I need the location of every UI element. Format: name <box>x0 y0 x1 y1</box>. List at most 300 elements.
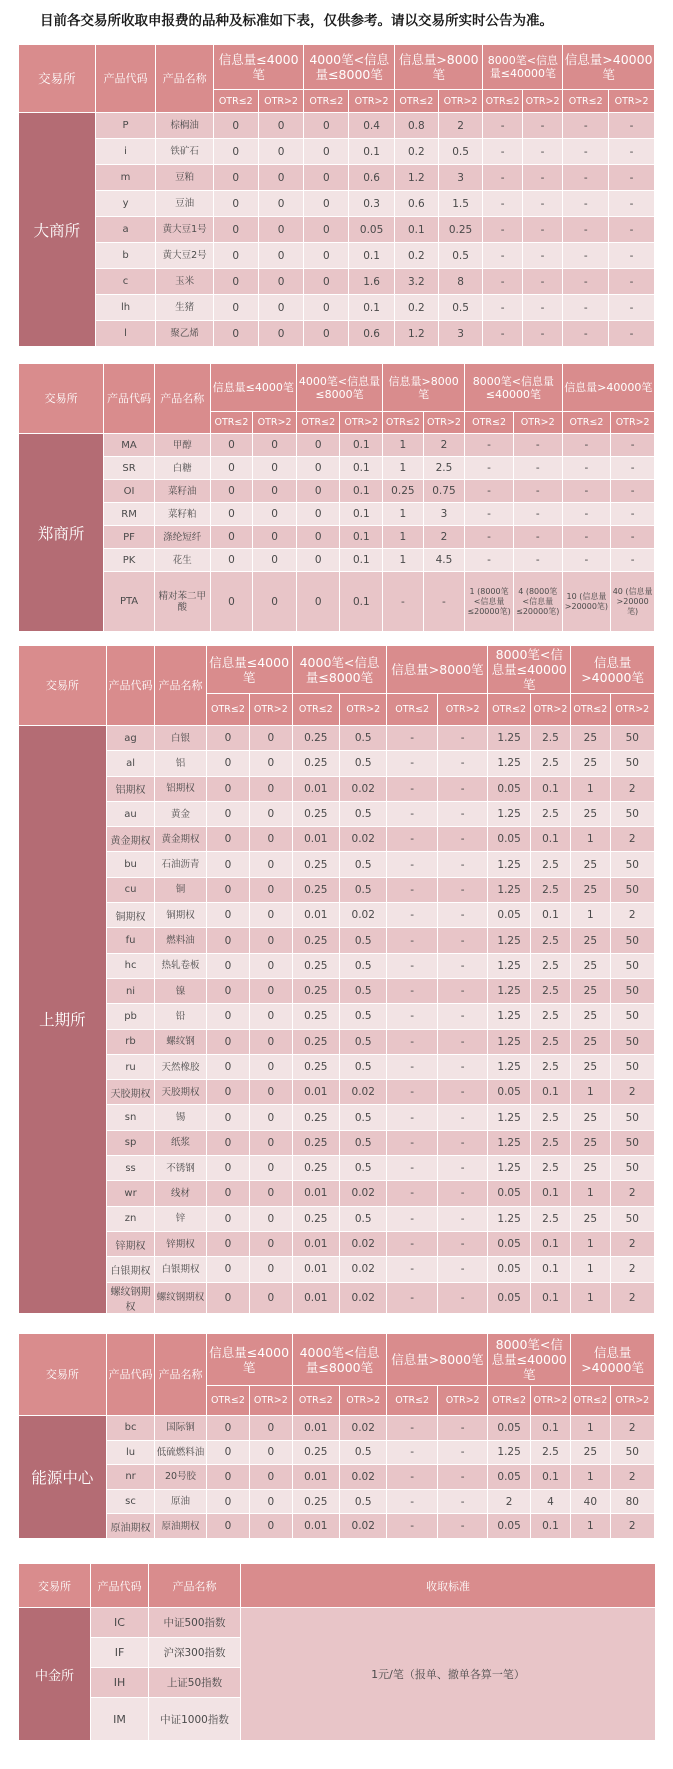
tier-header: 信息量>8000笔 <box>387 1334 488 1386</box>
fee-value: 0 <box>304 139 349 165</box>
table-row <box>19 572 655 632</box>
tier-header: 信息量>8000笔 <box>387 646 488 694</box>
tier-header: 信息量≤4000笔 <box>210 364 296 412</box>
fee-value: 1 <box>571 776 610 801</box>
product-name: 不锈钢 <box>155 1156 206 1181</box>
shanghai-table <box>18 645 655 1314</box>
fee-value: 0.05 <box>488 1514 530 1539</box>
fee-value: 0 <box>304 113 349 139</box>
fee-value: - <box>483 165 522 191</box>
fee-value: 0.3 <box>349 191 395 217</box>
fee-value: 0.05 <box>488 776 530 801</box>
fee-value: - <box>437 1257 487 1282</box>
fee-value: 1 <box>571 1416 610 1441</box>
fee-value: 0.05 <box>488 1282 530 1313</box>
tier-header: 8000笔<信息量≤40000笔 <box>488 646 571 694</box>
fee-value: 0 <box>206 1029 249 1054</box>
exchange-name: 中金所 <box>19 1608 91 1741</box>
product-code: bc <box>106 1416 154 1441</box>
fee-value: 0.25 <box>292 1130 339 1155</box>
fee-value: 0 <box>206 1080 249 1105</box>
fee-value: 0 <box>250 1105 292 1130</box>
fee-value: 0 <box>253 457 297 480</box>
fee-value: 1 <box>571 827 610 852</box>
fee-value: - <box>437 1080 487 1105</box>
fee-value: 1.25 <box>488 1105 530 1130</box>
fee-value: 1.25 <box>488 801 530 826</box>
product-name: 黄大豆1号 <box>156 217 214 243</box>
product-code: IH <box>91 1668 149 1698</box>
fee-value: 0.25 <box>292 1206 339 1231</box>
fee-value: 2 <box>610 1257 654 1282</box>
product-code: lh <box>95 295 156 321</box>
fee-value: 0 <box>206 1514 249 1539</box>
fee-value: - <box>387 1105 437 1130</box>
fee-value: 2.5 <box>530 1004 570 1029</box>
fee-value: 0 <box>206 953 249 978</box>
fee-value: - <box>437 1105 487 1130</box>
table-row <box>19 1231 655 1256</box>
fee-value: 0.1 <box>395 217 439 243</box>
otr-gt2-header: OTR>2 <box>423 412 465 434</box>
fee-value: 2 <box>610 1514 654 1539</box>
fee-value: 0 <box>206 1231 249 1256</box>
fee-value: 1.2 <box>395 321 439 347</box>
fee-value: 0 <box>206 726 249 751</box>
fee-value: - <box>387 1130 437 1155</box>
fee-value: 0.5 <box>339 1004 386 1029</box>
product-code: MA <box>104 434 155 457</box>
fee-value: - <box>437 1465 487 1490</box>
otr-le2-header: OTR≤2 <box>563 90 609 113</box>
fee-value: - <box>387 953 437 978</box>
fee-value: 0 <box>296 480 340 503</box>
product-code: hc <box>106 953 154 978</box>
tier-header: 信息量≤4000笔 <box>213 45 304 90</box>
product-code: RM <box>104 503 155 526</box>
fee-value: 0.05 <box>488 1416 530 1441</box>
fee-value: 3 <box>423 503 465 526</box>
fee-value: 0 <box>250 1130 292 1155</box>
fee-value: 0 <box>206 776 249 801</box>
fee-value: - <box>609 165 655 191</box>
fee-value: 0.25 <box>292 801 339 826</box>
fee-value: 0 <box>250 827 292 852</box>
fee-value: 0 <box>206 1206 249 1231</box>
fee-value: 25 <box>571 1004 610 1029</box>
fee-value: 1.6 <box>349 269 395 295</box>
fee-value: 0 <box>296 503 340 526</box>
fee-value: 0.05 <box>488 903 530 928</box>
code-header: 产品代码 <box>106 1334 154 1416</box>
product-name: 锡 <box>155 1105 206 1130</box>
fee-value: 0.1 <box>530 1465 570 1490</box>
product-name: 中证1000指数 <box>149 1698 241 1741</box>
fee-value: 0.5 <box>339 1489 386 1514</box>
product-name: 螺纹钢 <box>155 1029 206 1054</box>
fee-value: 0.5 <box>339 953 386 978</box>
fee-value: 4 <box>530 1489 570 1514</box>
fee-value: - <box>513 549 562 572</box>
tier-header: 4000笔<信息量≤8000笔 <box>292 646 387 694</box>
fee-value: 2.5 <box>530 1029 570 1054</box>
table-row <box>19 978 655 1003</box>
product-name: 白糖 <box>154 457 210 480</box>
fee-value: 40 <box>571 1489 610 1514</box>
table-row <box>19 480 655 503</box>
fee-value: 0.5 <box>339 1054 386 1079</box>
fee-value: 0 <box>250 852 292 877</box>
table-row <box>19 1416 655 1441</box>
fee-value: 0 <box>258 295 304 321</box>
cffex-table <box>18 1563 656 1741</box>
fee-value: - <box>387 1416 437 1441</box>
fee-value: 0.1 <box>530 1282 570 1313</box>
fee-value: - <box>522 113 562 139</box>
fee-value: 0 <box>250 801 292 826</box>
fee-value: 0.02 <box>339 1257 386 1282</box>
fee-value: - <box>609 191 655 217</box>
fee-value: 1.25 <box>488 1130 530 1155</box>
product-code: bu <box>106 852 154 877</box>
otr-gt2-header: OTR>2 <box>340 412 383 434</box>
product-name: 豆粕 <box>156 165 214 191</box>
fee-value: 2 <box>438 113 483 139</box>
fee-value: - <box>611 549 655 572</box>
fee-value: 0.01 <box>292 1181 339 1206</box>
fee-value: - <box>437 1416 487 1441</box>
fee-value: - <box>465 434 514 457</box>
fee-value: 1 <box>571 903 610 928</box>
fee-value: 1 <box>383 549 424 572</box>
fee-value: 0 <box>206 801 249 826</box>
fee-value: - <box>387 1029 437 1054</box>
fee-value: 1 <box>383 503 424 526</box>
fee-value: 0.5 <box>339 1156 386 1181</box>
fee-value: 2.5 <box>530 852 570 877</box>
fee-value: 0.5 <box>339 801 386 826</box>
product-name: 聚乙烯 <box>156 321 214 347</box>
fee-value: 0.1 <box>349 295 395 321</box>
fee-value: - <box>563 139 609 165</box>
product-code: P <box>95 113 156 139</box>
name-header: 产品名称 <box>156 45 214 113</box>
product-code: 锌期权 <box>106 1231 154 1256</box>
fee-value: 3 <box>438 321 483 347</box>
table-row <box>19 503 655 526</box>
fee-value: 0 <box>213 191 258 217</box>
product-name: 上证50指数 <box>149 1668 241 1698</box>
fee-value: - <box>465 457 514 480</box>
fee-value: 0.05 <box>488 1181 530 1206</box>
fee-value: 1.25 <box>488 751 530 776</box>
table-row <box>19 526 655 549</box>
product-code: a <box>95 217 156 243</box>
product-name: 铅 <box>155 1004 206 1029</box>
product-name: 热轧卷板 <box>155 953 206 978</box>
fee-value: 0 <box>213 269 258 295</box>
table-row <box>19 113 655 139</box>
product-name: 锌 <box>155 1206 206 1231</box>
fee-value: 1 <box>571 1257 610 1282</box>
fee-value: - <box>465 503 514 526</box>
exchange-name: 能源中心 <box>19 1416 107 1539</box>
fee-value: - <box>387 1440 437 1465</box>
fee-value: - <box>437 1231 487 1256</box>
fee-value: 0.05 <box>488 827 530 852</box>
product-name: 铁矿石 <box>156 139 214 165</box>
product-name: 豆油 <box>156 191 214 217</box>
fee-value: - <box>437 953 487 978</box>
fee-value: - <box>387 1231 437 1256</box>
fee-value: - <box>437 903 487 928</box>
table-row <box>19 1514 655 1539</box>
fee-value: 0 <box>210 480 253 503</box>
fee-value: 1.25 <box>488 928 530 953</box>
product-code: IM <box>91 1698 149 1741</box>
fee-value: 0 <box>258 165 304 191</box>
fee-value: - <box>563 295 609 321</box>
fee-value: 25 <box>571 726 610 751</box>
product-code: au <box>106 801 154 826</box>
fee-value: 0.1 <box>530 1514 570 1539</box>
fee-value: 0 <box>210 457 253 480</box>
fee-value: 0 <box>250 1282 292 1313</box>
otr-gt2-header: OTR>2 <box>530 694 570 726</box>
fee-value: 50 <box>610 1156 654 1181</box>
fee-value: 0.5 <box>339 1105 386 1130</box>
fee-value: 0 <box>206 877 249 902</box>
table-row <box>19 1489 655 1514</box>
fee-value: 0.25 <box>292 877 339 902</box>
fee-value: - <box>611 480 655 503</box>
table-row <box>19 1465 655 1490</box>
fee-value: 0.5 <box>339 1440 386 1465</box>
fee-value: 0.25 <box>292 1156 339 1181</box>
fee-value: 0 <box>206 928 249 953</box>
product-code: IF <box>91 1638 149 1668</box>
fee-value: - <box>387 1206 437 1231</box>
fee-value: 0.2 <box>395 295 439 321</box>
product-code: nr <box>106 1465 154 1490</box>
product-name: 原油期权 <box>155 1514 206 1539</box>
table-row <box>19 1608 656 1638</box>
product-name: 生猪 <box>156 295 214 321</box>
fee-value: 0.25 <box>292 1029 339 1054</box>
code-header: 产品代码 <box>106 646 154 726</box>
fee-value: 0 <box>258 217 304 243</box>
fee-value: 0 <box>250 928 292 953</box>
fee-value: - <box>609 321 655 347</box>
fee-value: 0.1 <box>340 526 383 549</box>
fee-value: 0 <box>250 953 292 978</box>
fee-value: 0 <box>250 1440 292 1465</box>
fee-value: 10 (信息量>20000笔) <box>562 572 611 632</box>
fee-value: 0 <box>253 480 297 503</box>
product-code: ag <box>106 726 154 751</box>
fee-value: 0.1 <box>340 503 383 526</box>
fee-value: 1 <box>571 1181 610 1206</box>
fee-value: - <box>387 1181 437 1206</box>
fee-value: 0.01 <box>292 1514 339 1539</box>
fee-value: 0 <box>304 269 349 295</box>
fee-value: - <box>387 1004 437 1029</box>
fee-value: - <box>387 1156 437 1181</box>
fee-value: 2 <box>610 1465 654 1490</box>
fee-value: - <box>522 217 562 243</box>
fee-value: 25 <box>571 1206 610 1231</box>
fee-value: 0 <box>250 1029 292 1054</box>
fee-value: 50 <box>610 1105 654 1130</box>
standard-header: 收取标准 <box>241 1564 656 1608</box>
fee-value: 0.6 <box>349 165 395 191</box>
product-code: ss <box>106 1156 154 1181</box>
fee-value: 50 <box>610 928 654 953</box>
fee-value: - <box>465 549 514 572</box>
fee-value: 0.5 <box>438 295 483 321</box>
fee-value: 0.25 <box>292 953 339 978</box>
fee-value: 0.1 <box>349 139 395 165</box>
dalian-table <box>18 44 655 347</box>
fee-value: 0 <box>250 1465 292 1490</box>
fee-value: 0 <box>206 903 249 928</box>
table-row <box>19 269 655 295</box>
product-code: l <box>95 321 156 347</box>
fee-value: 0 <box>250 1181 292 1206</box>
table-row <box>19 1181 655 1206</box>
fee-value: 0 <box>250 726 292 751</box>
fee-value: - <box>563 165 609 191</box>
product-name: 铜 <box>155 877 206 902</box>
fee-value: - <box>437 776 487 801</box>
fee-value: 25 <box>571 1029 610 1054</box>
fee-value: - <box>437 726 487 751</box>
fee-value: 0 <box>296 457 340 480</box>
fee-value: - <box>437 1514 487 1539</box>
otr-le2-header: OTR≤2 <box>571 1386 610 1416</box>
fee-value: 0 <box>210 572 253 632</box>
fee-value: - <box>562 549 611 572</box>
fee-value: 0.02 <box>339 1231 386 1256</box>
table-row <box>19 953 655 978</box>
fee-value: 0 <box>304 243 349 269</box>
fee-value: 0 <box>206 1282 249 1313</box>
fee-value: 2.5 <box>530 877 570 902</box>
product-name: 黄金期权 <box>155 827 206 852</box>
fee-value: 1.25 <box>488 852 530 877</box>
product-name: 原油 <box>155 1489 206 1514</box>
fee-value: - <box>563 269 609 295</box>
product-code: ru <box>106 1054 154 1079</box>
name-header: 产品名称 <box>149 1564 241 1608</box>
fee-value: - <box>437 1029 487 1054</box>
otr-gt2-header: OTR>2 <box>349 90 395 113</box>
fee-value: 25 <box>571 1054 610 1079</box>
tier-header: 8000笔<信息量≤40000笔 <box>465 364 562 412</box>
fee-value: 0.1 <box>530 827 570 852</box>
otr-gt2-header: OTR>2 <box>438 90 483 113</box>
code-header: 产品代码 <box>91 1564 149 1608</box>
fee-value: 0 <box>250 1156 292 1181</box>
fee-value: 0.5 <box>339 751 386 776</box>
fee-value: 0.5 <box>339 1029 386 1054</box>
fee-value: - <box>483 243 522 269</box>
fee-value: 0.25 <box>292 978 339 1003</box>
fee-value: - <box>522 139 562 165</box>
fee-value: 0.25 <box>292 726 339 751</box>
fee-value: 25 <box>571 852 610 877</box>
fee-value: 0 <box>250 1416 292 1441</box>
fee-value: 50 <box>610 852 654 877</box>
fee-value: 0 <box>206 1054 249 1079</box>
otr-le2-header: OTR≤2 <box>206 1386 249 1416</box>
fee-value: 4 (8000笔<信息量≤20000笔) <box>513 572 562 632</box>
fee-value: 0.1 <box>530 1080 570 1105</box>
fee-value: 0 <box>206 1105 249 1130</box>
fee-value: 1 <box>571 1514 610 1539</box>
fee-value: 0.01 <box>292 776 339 801</box>
fee-value: 0.5 <box>339 1130 386 1155</box>
exchange-header: 交易所 <box>19 364 104 434</box>
fee-value: 0.5 <box>339 852 386 877</box>
fee-value: 2 <box>610 827 654 852</box>
product-code: 铝期权 <box>106 776 154 801</box>
product-code: c <box>95 269 156 295</box>
fee-value: 1 <box>571 1231 610 1256</box>
fee-value: - <box>609 269 655 295</box>
table-row <box>19 1440 655 1465</box>
table-row <box>19 1206 655 1231</box>
fee-value: 0 <box>296 526 340 549</box>
product-code: wr <box>106 1181 154 1206</box>
table-row <box>19 1257 655 1282</box>
fee-value: 0 <box>210 526 253 549</box>
otr-le2-header: OTR≤2 <box>483 90 522 113</box>
fee-value: 0 <box>210 503 253 526</box>
exchange-name: 大商所 <box>19 113 96 347</box>
fee-standard: 1元/笔（报单、撤单各算一笔） <box>241 1608 656 1741</box>
tier-header: 信息量>8000笔 <box>383 364 465 412</box>
fee-value: 0.5 <box>339 928 386 953</box>
otr-le2-header: OTR≤2 <box>206 694 249 726</box>
tier-header: 信息量>40000笔 <box>562 364 654 412</box>
product-code: PK <box>104 549 155 572</box>
zhengzhou-table <box>18 363 655 632</box>
product-name: 花生 <box>154 549 210 572</box>
fee-value: 50 <box>610 1206 654 1231</box>
fee-value: - <box>609 295 655 321</box>
fee-value: 0 <box>296 434 340 457</box>
fee-value: 0 <box>206 751 249 776</box>
otr-le2-header: OTR≤2 <box>210 412 253 434</box>
fee-value: 50 <box>610 1130 654 1155</box>
fee-value: 2.5 <box>530 1206 570 1231</box>
tier-header: 信息量≤4000笔 <box>206 646 292 694</box>
fee-value: 0.8 <box>395 113 439 139</box>
product-code: cu <box>106 877 154 902</box>
otr-le2-header: OTR≤2 <box>304 90 349 113</box>
product-code: rb <box>106 1029 154 1054</box>
otr-gt2-header: OTR>2 <box>437 694 487 726</box>
fee-value: 8 <box>438 269 483 295</box>
fee-value: - <box>437 1004 487 1029</box>
fee-value: 0 <box>206 1489 249 1514</box>
fee-value: 0 <box>213 165 258 191</box>
fee-value: 50 <box>610 801 654 826</box>
product-name: 黄金 <box>155 801 206 826</box>
product-name: 纸浆 <box>155 1130 206 1155</box>
fee-value: - <box>437 978 487 1003</box>
